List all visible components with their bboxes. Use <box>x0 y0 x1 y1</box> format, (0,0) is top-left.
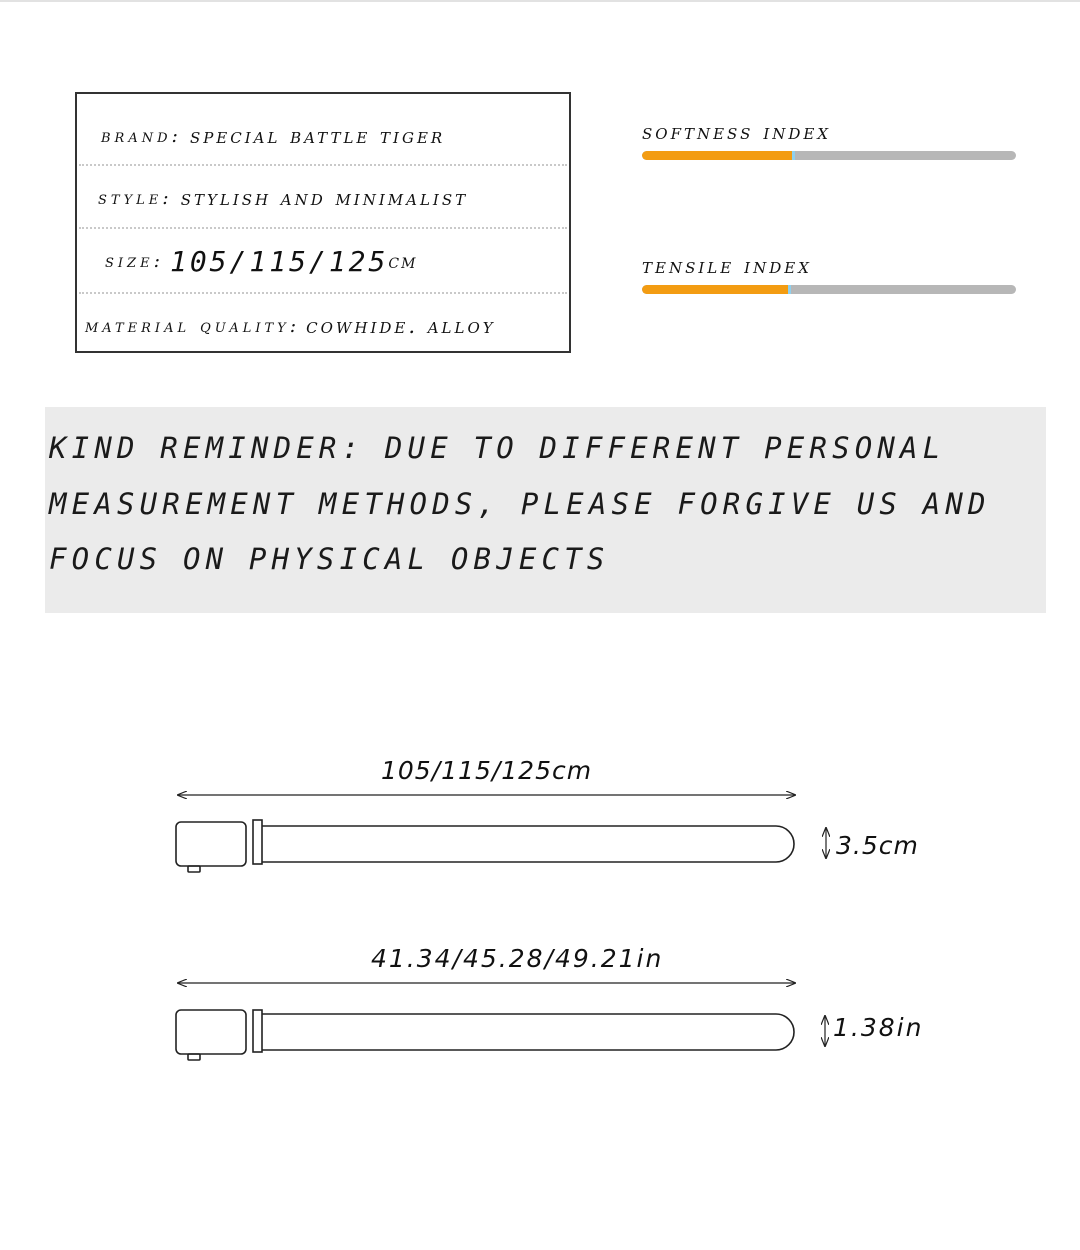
belt-drawing <box>176 1010 794 1060</box>
material-label: material quality: <box>85 315 301 337</box>
size-value: 105/115/125 <box>169 244 389 278</box>
imperial-length-label: 41.34/45.28/49.21in <box>371 944 664 973</box>
material-value: cowhide. alloy <box>306 314 496 338</box>
belt-diagram-imperial <box>176 983 825 1060</box>
style-value: stylish and minimalist <box>180 186 469 210</box>
tensile-index-title: tensile index <box>642 254 812 279</box>
metric-width-label: 3.5cm <box>836 831 919 860</box>
style-label: style: <box>98 187 173 209</box>
kind-reminder-text: KIND REMINDER: DUE TO DIFFERENT PERSONAL MEASUREMENT METHODS, PLEASE FORGIVE US AND FOCUS ON PHYSICAL OBJECTS <box>49 431 991 576</box>
imperial-width-label: 1.38in <box>833 1013 924 1042</box>
belt-drawing <box>176 820 794 872</box>
size-unit: cm <box>388 249 418 273</box>
metric-length-label: 105/115/125cm <box>381 756 593 785</box>
softness-index-title: softness index <box>642 120 832 145</box>
size-label: size: <box>105 250 164 272</box>
brand-value: special battle tiger <box>189 124 446 148</box>
belt-diagram-metric <box>176 795 826 872</box>
brand-label: brand: <box>101 125 182 147</box>
